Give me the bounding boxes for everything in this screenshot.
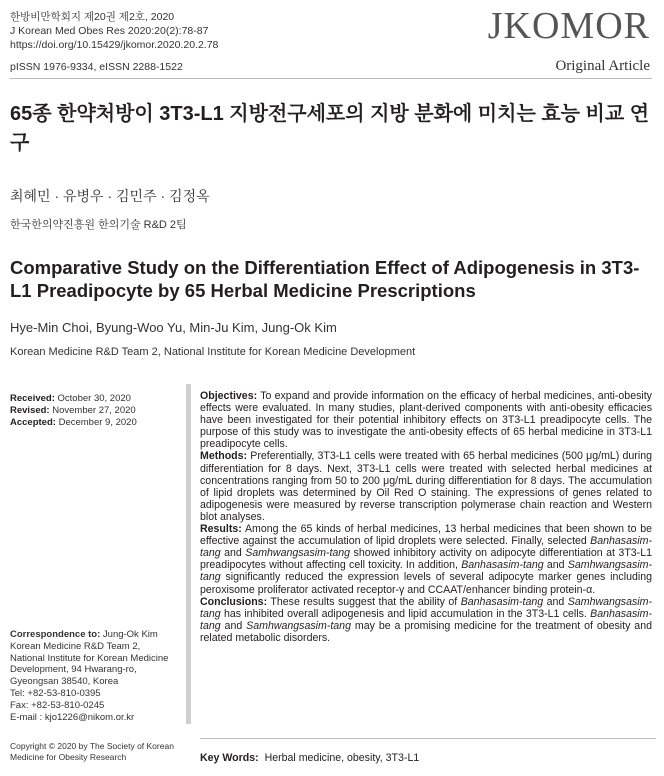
title-korean: 65종 한약처방이 3T3-L1 지방전구세포의 지방 분화에 미치는 효능 비교 연구 bbox=[10, 103, 650, 154]
article-dates bbox=[10, 393, 188, 428]
objectives-label: Objectives: bbox=[200, 390, 258, 402]
herb-name: Samhwangsasim-tang bbox=[200, 559, 652, 584]
journal-name-ko: 한방비만학회지 제20권 제2호, 2020 bbox=[10, 11, 175, 23]
affiliation-english: Korean Medicine R&D Team 2, National Institute for Korean Medicine Development bbox=[10, 346, 416, 358]
herb-name: Banhasasim-tang bbox=[200, 607, 652, 632]
herb-name: Samhwangsasim-tang bbox=[200, 595, 652, 620]
correspondence bbox=[10, 629, 188, 723]
correspondence-line: National Institute for Korean Medicine bbox=[10, 652, 169, 664]
abstract-methods bbox=[200, 450, 652, 523]
article-type: Original Article bbox=[555, 58, 650, 74]
revised-date: November 27, 2020 bbox=[52, 404, 136, 416]
correspondence-line: Development, 94 Hwarang-ro, bbox=[10, 664, 137, 676]
received-date: October 30, 2020 bbox=[57, 393, 131, 404]
objectives-text: To expand and provide information on the efficacy of herbal medicines, anti-obesity effects were evaluated. In many studies, plant-derived components with anti-obesity efficacies have been investigated for their potential inhibitory effects on 3T3-L1 preadipocyte cells. The purpose of this study was to investigate the anti-obesity effects of 65 herbal medicine in 3T3-L1 preadipocyte cells. bbox=[200, 390, 652, 451]
correspondence-line: Gyeongsan 38540, Korea bbox=[10, 676, 119, 688]
conclusions-text: These results suggest that the ability of bbox=[270, 595, 458, 608]
abstract-objectives bbox=[200, 390, 652, 450]
received-label: Received: bbox=[10, 393, 55, 404]
conjunction: and bbox=[546, 559, 565, 572]
results-text: showed inhibitory activity on adipocyte differentiation at 3T3-L1 preadipocytes without affecting cell toxicity. In addition, bbox=[200, 547, 652, 572]
herb-name: Samhwangsasim-tang bbox=[245, 547, 351, 560]
results-label: Results: bbox=[200, 523, 242, 536]
conjunction: and bbox=[224, 619, 243, 632]
accepted-label: Accepted: bbox=[10, 416, 56, 428]
authors-english: Hye-Min Choi, Byung-Woo Yu, Min-Ju Kim, Jung-Ok Kim bbox=[10, 320, 337, 335]
herb-name: Banhasasim-tang bbox=[200, 535, 652, 560]
issn: pISSN 1976-9334, eISSN 2288-1522 bbox=[10, 61, 183, 73]
methods-label: Methods: bbox=[200, 450, 248, 463]
affiliation-korean: 한국한의약진흥원 한의기술 R&D 2팀 bbox=[10, 219, 187, 231]
herb-name: Banhasasim-tang bbox=[461, 559, 544, 572]
conclusions-text: may be a promising medicine for the treatment of obesity and related metabolic disorders. bbox=[200, 619, 652, 644]
accepted-date: December 9, 2020 bbox=[58, 416, 137, 428]
journal-meta bbox=[10, 10, 218, 52]
abstract bbox=[200, 390, 652, 644]
copyright-line: Medicine for Obesity Research bbox=[10, 752, 127, 762]
conclusions-text: has inhibited overall adipogenesis and lipid accumulation in the 3T3-L1 cells. bbox=[223, 607, 587, 620]
correspondence-fax: Fax: +82-53-810-0245 bbox=[10, 699, 105, 711]
results-text: Among the 65 kinds of herbal medicines, 13 herbal medicines that been shown to be effective against the accumulation of lipid droplets were selected. Finally, selected bbox=[200, 523, 653, 548]
authors-korean: 최혜민 · 유병우 · 김민주 · 김정옥 bbox=[10, 188, 210, 204]
correspondence-email[interactable]: E-mail : kjo1226@nikom.or.kr bbox=[10, 711, 135, 723]
conjunction: and bbox=[546, 595, 565, 608]
citation: J Korean Med Obes Res 2020:20(2):78-87 bbox=[10, 25, 209, 37]
correspondence-tel: Tel: +82-53-810-0395 bbox=[10, 687, 101, 699]
revised-label: Revised: bbox=[10, 404, 50, 416]
methods-text: Preferentially, 3T3-L1 cells were treated with 65 herbal medicines (500 μg/mL) during differentiation for 8 days. Next, 3T3-L1 cells were treated with selected herbal medicines at concentrations ranging from 50 to 200 μg/mL during differentiation for 8 days. The accumulation of lipid droplets was determined by Oil Red O staining. The expressions of genes related to adipogenesis were measured by reverse transcription polymerase chain reaction and Western blot analyses. bbox=[200, 450, 652, 523]
conjunction: and bbox=[224, 547, 242, 560]
correspondence-name: Jung-Ok Kim bbox=[102, 629, 158, 640]
correspondence-line: Korean Medicine R&D Team 2, bbox=[10, 640, 141, 652]
title-english: Comparative Study on the Differentiation Effect of Adipogenesis in 3T3-L1 Preadipocyte by 65 Herbal Medicine Prescriptions bbox=[10, 257, 640, 301]
header-divider bbox=[10, 78, 652, 79]
keywords bbox=[200, 752, 419, 764]
herb-name: Banhasasim-tang bbox=[460, 595, 544, 608]
correspondence-label: Correspondence to: bbox=[10, 629, 101, 640]
keywords-divider bbox=[200, 738, 656, 739]
journal-logo: JKOMOR bbox=[487, 5, 650, 47]
abstract-conclusions bbox=[200, 596, 652, 644]
herb-name: Samhwangsasim-tang bbox=[246, 619, 351, 632]
abstract-results bbox=[200, 523, 652, 596]
conclusions-label: Conclusions: bbox=[200, 595, 268, 608]
copyright-line: Copyright © 2020 by The Society of Korean bbox=[10, 741, 174, 751]
results-text: significantly reduced the expression levels of several adipocyte marker genes including peroxisome proliferator activated receptor-γ and CCAAT/enhancer binding protein-α. bbox=[200, 571, 652, 596]
keywords-value: Herbal medicine, obesity, 3T3-L1 bbox=[264, 752, 420, 764]
doi-link[interactable]: https://doi.org/10.15429/jkomor.2020.20.2.78 bbox=[10, 39, 219, 51]
copyright bbox=[10, 741, 188, 763]
keywords-label: Key Words: bbox=[200, 752, 259, 764]
